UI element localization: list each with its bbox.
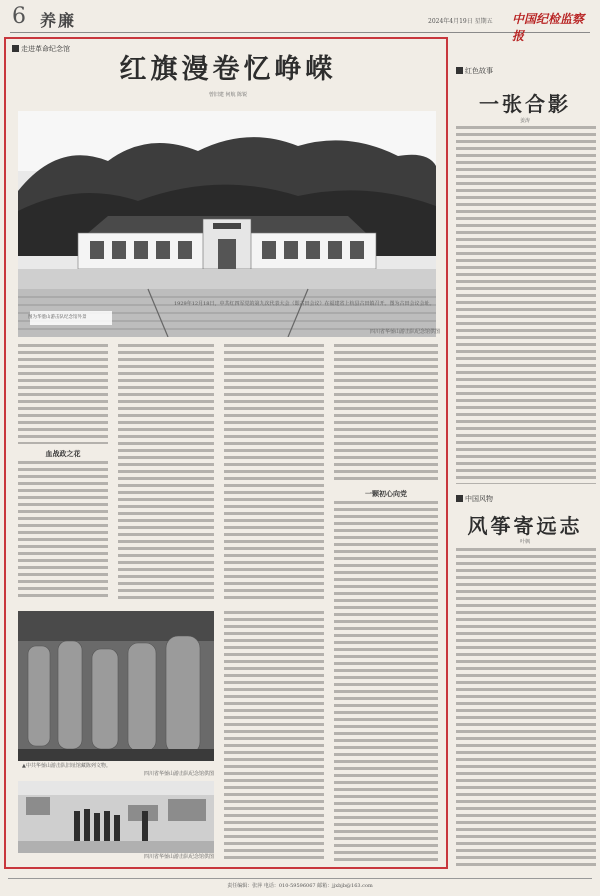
body-text-col3 [224,344,324,602]
section-title: 养廉 [40,11,77,30]
stele-photo [18,611,214,761]
square-icon [456,67,463,74]
body-text-col3b [224,611,324,861]
body-text-col4b [334,501,438,861]
issue-date: 2024年4月19日 星期五 [428,18,493,25]
stele-illustration [18,611,214,761]
photo2-caption: ▲中共华蓥山游击队旧址馆藏陈列文物。 [22,763,111,769]
side2-body-text [456,548,596,868]
main-article [4,37,448,869]
side1-title: 一张合影 [479,92,571,116]
page-footer: 责任编辑：张萍 电话：010-59596067 邮箱：jjxbjb@163.com [8,878,592,889]
side1-tag: 红色故事 [456,66,493,76]
photo3-credit: 四川省华蓥山游击队纪念馆供图 [143,854,214,860]
side1-author: 姜涛 [519,118,530,124]
page-header [10,4,590,43]
subhead-1: 血战政之花 [45,449,81,458]
square-icon [456,495,463,502]
exhibition-illustration [18,781,214,853]
photo2-credit: 四川省华蓥山游击队纪念馆供图 [143,771,214,777]
photo1-caption: 1929年12月18日，中共红四军党的第九次代表大会（即古田会议）在福建省上杭县古田镇召开。图为古田会议会址。 [174,301,435,307]
body-text-col2 [118,344,214,602]
side2-tag: 中国风物 [456,494,493,504]
body-text-col1b [18,461,108,601]
article-title: 红旗漫卷忆峥嵘 [119,54,337,85]
column-tag: 走进革命纪念馆 [12,44,70,54]
paper-name: 中国纪检监察报 [512,12,585,43]
side2-title: 风筝寄远志 [467,514,583,538]
side2-author: 叶枫 [519,539,530,545]
page-number: 6 [12,4,26,29]
body-text-col4a [334,344,438,484]
subhead-2: 一颗初心向党 [365,489,407,498]
body-text-col1a [18,344,108,444]
article-byline: 曾旧建 何航 陈锐 [208,92,248,98]
photo1-label: 图为华蓥山游击队纪念馆外景 [28,315,87,320]
side1-body-text [456,126,596,484]
exhibition-photo [18,781,214,853]
photo1-credit: 四川省华蓥山游击队纪念馆供图 [369,329,440,335]
